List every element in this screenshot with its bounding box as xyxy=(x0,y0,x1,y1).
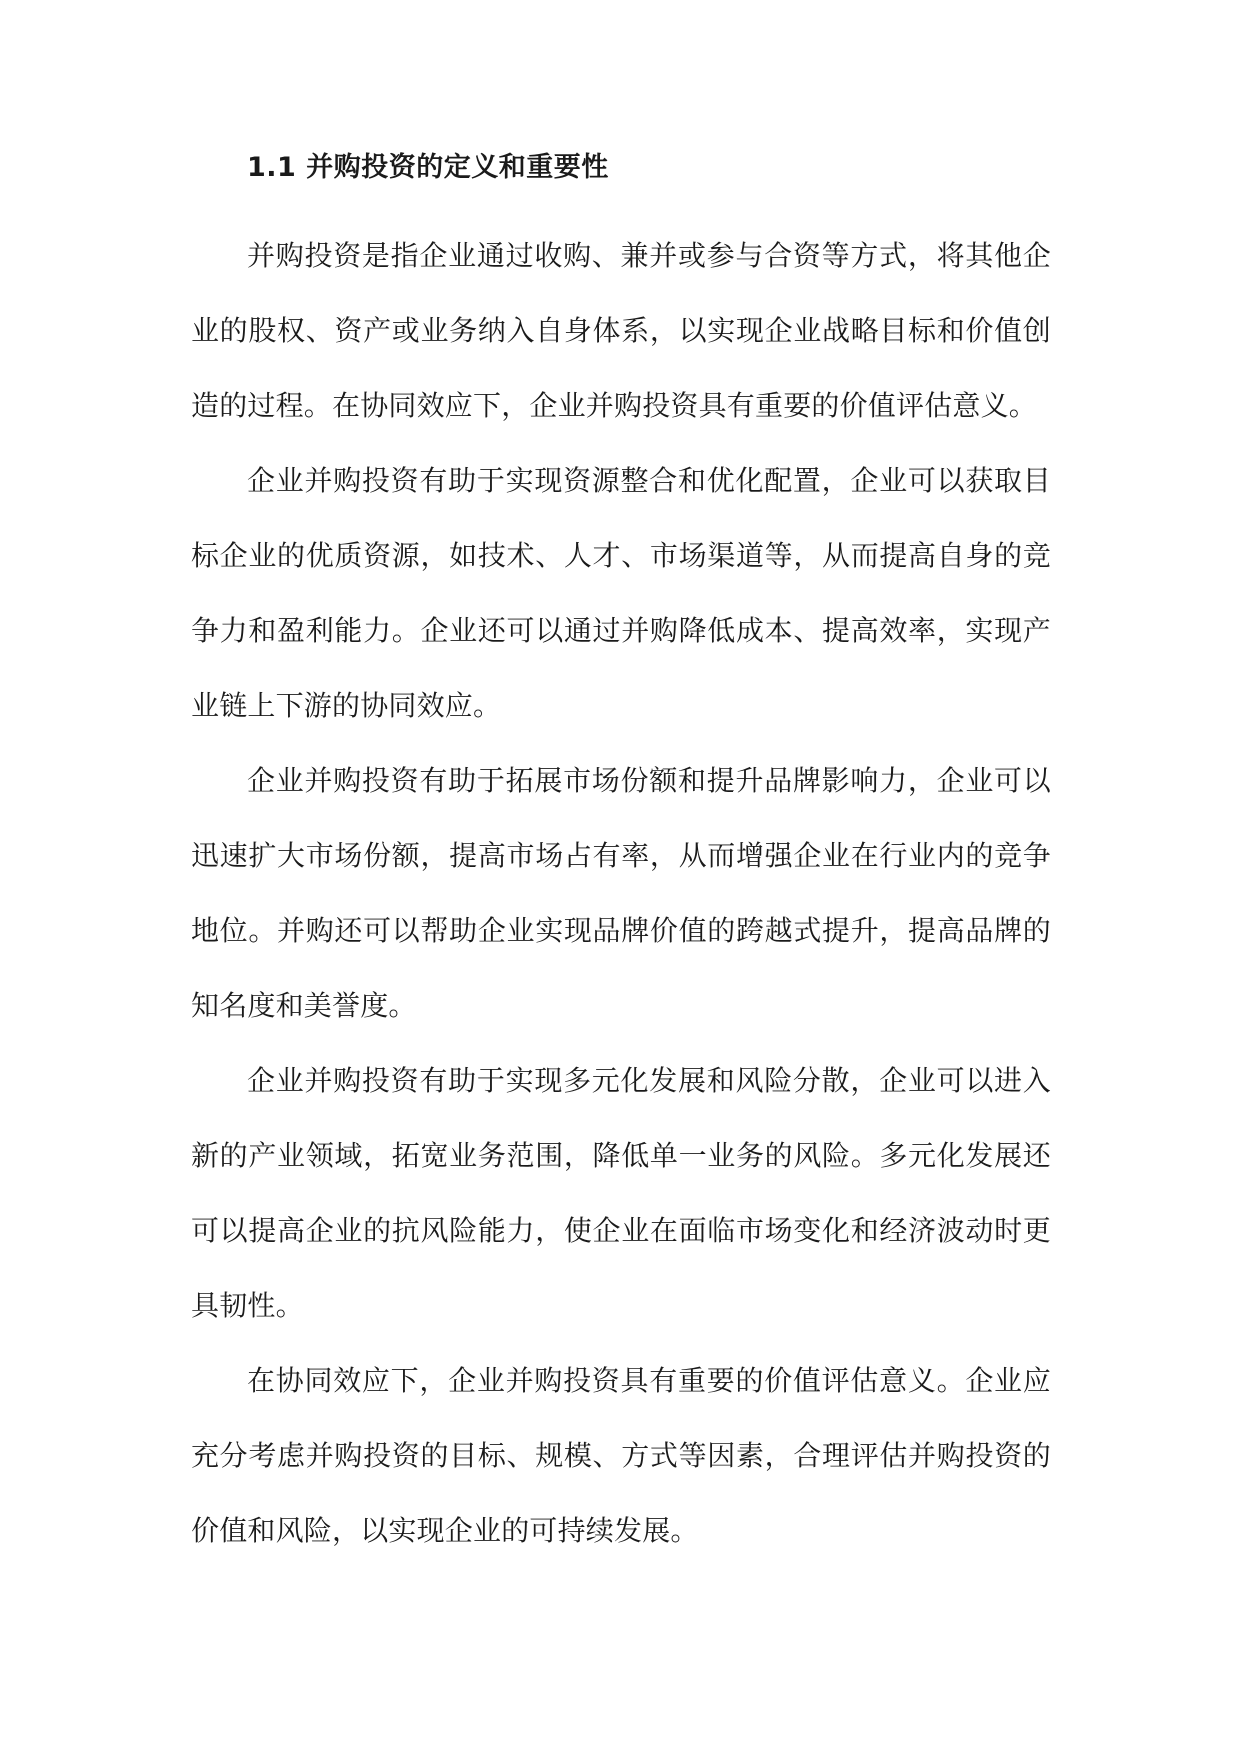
section-heading: 1.1 并购投资的定义和重要性 xyxy=(247,152,609,183)
paragraph-diversification: 企业并购投资有助于实现多元化发展和风险分散，企业可以进入新的产业领域，拓宽业务范围，降低单一业务的风险。多元化发展还可以提高企业的抗风险能力，使企业在面临市场变化和经济波动时更具韧性。 xyxy=(191,1064,1051,1322)
paragraph-definition: 并购投资是指企业通过收购、兼并或参与合资等方式，将其他企业的股权、资产或业务纳入自身体系，以实现企业战略目标和价值创造的过程。在协同效应下，企业并购投资具有重要的价值评估意义。 xyxy=(191,239,1051,422)
paragraph-resource-integration: 企业并购投资有助于实现资源整合和优化配置，企业可以获取目标企业的优质资源，如技术、人才、市场渠道等，从而提高自身的竞争力和盈利能力。企业还可以通过并购降低成本、提高效率，实现产业链上下游的协同效应。 xyxy=(191,464,1051,722)
paragraph-conclusion: 在协同效应下，企业并购投资具有重要的价值评估意义。企业应充分考虑并购投资的目标、规模、方式等因素，合理评估并购投资的价值和风险，以实现企业的可持续发展。 xyxy=(191,1364,1051,1547)
document-body xyxy=(191,148,1051,1568)
paragraph-market-expansion: 企业并购投资有助于拓展市场份额和提升品牌影响力，企业可以迅速扩大市场份额，提高市场占有率，从而增强企业在行业内的竞争地位。并购还可以帮助企业实现品牌价值的跨越式提升，提高品牌的知名度和美誉度。 xyxy=(191,764,1051,1022)
